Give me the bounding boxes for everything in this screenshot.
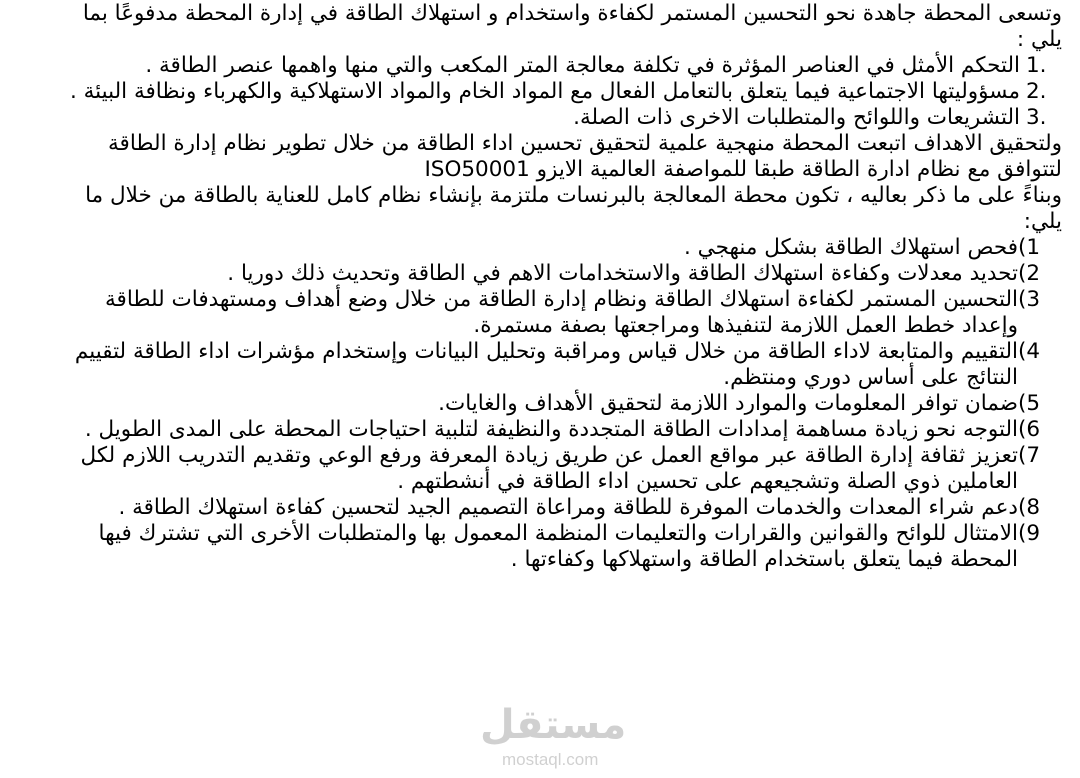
list-item [68,53,1056,79]
list-item [68,261,1060,287]
list-item [68,235,1060,261]
mostaql-watermark [470,702,630,778]
item-text: مسؤوليتها الاجتماعية فيما يتعلق بالتعامل الفعال مع المواد الخام والمواد الاستهلاكية والكهرباء ونظافة البيئة . [69,79,1020,104]
commitments-list [68,235,1060,573]
list-item [68,495,1060,521]
intro-paragraph: وتسعى المحطة جاهدة نحو التحسين المستمر لكفاءة واستخدام و استهلاك الطاقة في إدارة المحطة مدفوعًا بما يلي : [82,1,1062,52]
commitment-paragraph: وبناءً على ما ذكر بعاليه ، تكون محطة المعالجة بالبرنسات ملتزمة بإنشاء نظام كامل للعناية بالطاقة من خلال ما يلي: [85,183,1062,234]
item-number: (1 [1018,235,1041,260]
item-text: دعم شراء المعدات والخدمات الموفرة للطاقة ومراعاة التصميم الجيد لتحسين كفاءة استهلاك الطاقة . [118,495,1018,520]
item-text: التشريعات واللوائح والمتطلبات الاخرى ذات الصلة. [573,105,1020,130]
item-number: (8 [1018,495,1041,520]
item-number: (7 [1018,443,1041,468]
item-text: التوجه نحو زيادة مساهمة إمدادات الطاقة المتجددة والنظيفة لتلبية احتياجات المحطة على المدى الطويل . [84,417,1018,442]
list-item [68,105,1056,131]
item-text: ضمان توافر المعلومات والموارد اللازمة لتحقيق الأهداف والغايات. [438,391,1018,416]
item-number: 3. [1026,105,1047,130]
item-number: 1. [1026,53,1047,78]
item-text: الامتثال للوائح والقوانين والقرارات والتعليمات المنظمة المعمول بها والمتطلبات الأخرى التي تشترك فيها المحطة فيما يتعلق باستخدام الطاقة واستهلاكها وكفاءتها . [98,521,1018,572]
list-item [68,521,1060,573]
item-number: (9 [1018,521,1041,546]
list-item [68,339,1060,391]
list-item [68,287,1060,339]
item-number: (6 [1018,417,1041,442]
list-item [68,79,1056,105]
drivers-list [68,53,1056,131]
list-item [68,443,1060,495]
item-number: (2 [1018,261,1041,286]
item-number: (4 [1018,339,1041,364]
item-number: (5 [1018,391,1041,416]
methodology-paragraph: ولتحقيق الاهداف اتبعت المحطة منهجية علمية لتحقيق تحسين اداء الطاقة من خلال تطوير نظام إدارة الطاقة لتتوافق مع نظام ادارة الطاقة طبقا للمواصفة العالمية الايزو ISO50001 [108,131,1062,182]
list-item [68,417,1060,443]
item-text: التحسين المستمر لكفاءة استهلاك الطاقة ونظام إدارة الطاقة من خلال وضع أهداف ومستهدفات للطاقة وإعداد خطط العمل اللازمة لتنفيذها ومراجعتها بصفة مستمرة. [105,287,1018,338]
item-number: 2. [1026,79,1047,104]
list-item [68,391,1060,417]
watermark-logo-text: مستقل [480,702,627,748]
watermark-url: mostaql.com [502,750,599,769]
item-text: التقييم والمتابعة لاداء الطاقة من خلال قياس ومراقبة وتحليل البيانات وإستخدام مؤشرات اداء الطاقة لتقييم النتائج على أساس دوري ومنتظم. [74,339,1018,390]
item-number: (3 [1018,287,1041,312]
item-text: فحص استهلاك الطاقة بشكل منهجي . [684,235,1018,260]
item-text: التحكم الأمثل في العناصر المؤثرة في تكلفة معالجة المتر المكعب والتي منها واهمها عنصر الطاقة . [145,53,1020,78]
item-text: تعزيز ثقافة إدارة الطاقة عبر مواقع العمل عن طريق زيادة المعرفة ورفع الوعي وتقديم التدريب اللازم لكل العاملين ذوي الصلة وتشجيعهم على تحسين اداء الطاقة في أنشطتهم . [80,443,1018,494]
item-text: تحديد معدلات وكفاءة استهلاك الطاقة والاستخدامات الاهم في الطاقة وتحديث ذلك دوريا . [227,261,1018,286]
